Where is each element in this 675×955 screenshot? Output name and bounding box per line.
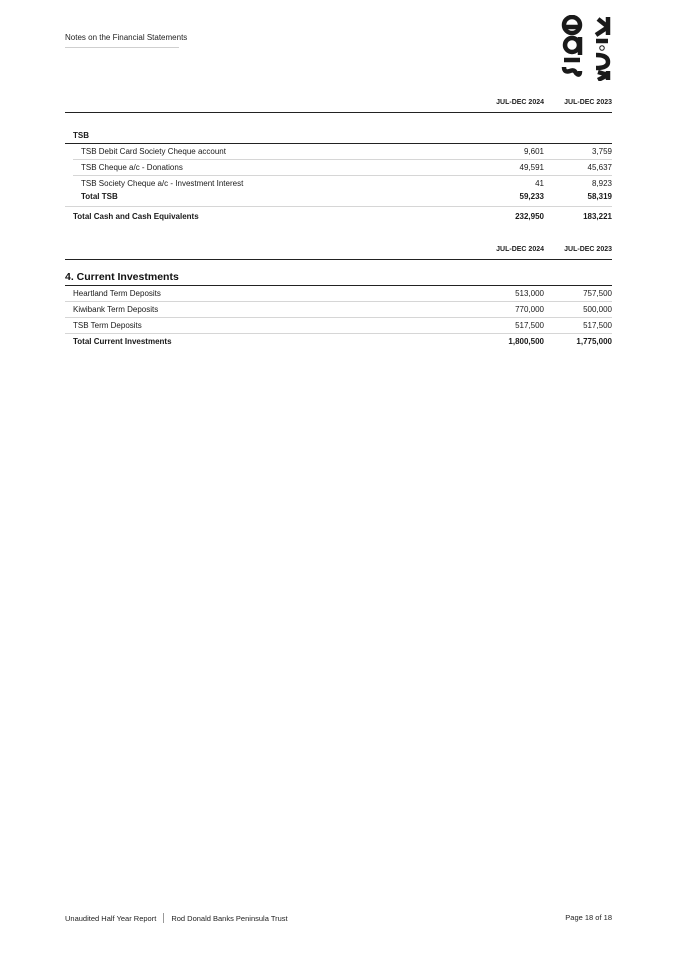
row-value-2023: 500,000 — [583, 305, 612, 314]
footer-report-name: Unaudited Half Year Report — [65, 914, 157, 923]
row-label: TSB Debit Card Society Cheque account — [81, 147, 226, 156]
total-cash-row — [65, 209, 612, 224]
tsb-group-title: TSB — [73, 131, 89, 140]
total-cash-2023: 183,221 — [583, 212, 612, 221]
row-value-2024: 41 — [535, 179, 544, 188]
row-label: TSB Term Deposits — [73, 321, 142, 330]
investments-col-2023-header: JUL-DEC 2023 — [564, 246, 612, 253]
footer-org-name: Rod Donald Banks Peninsula Trust — [171, 914, 288, 923]
investments-col-2024-header: JUL-DEC 2024 — [496, 246, 544, 253]
total-cash-2024: 232,950 — [515, 212, 544, 221]
footer-left — [65, 913, 612, 923]
row-label: TSB Society Cheque a/c - Investment Interest — [81, 179, 244, 188]
table-row — [65, 302, 612, 317]
logo-mark — [560, 15, 612, 81]
section-title: 4. Current Investments — [65, 271, 179, 283]
row-value-2023: 8,923 — [591, 179, 612, 188]
total-tsb-row — [65, 189, 612, 204]
row-value-2024: 9,601 — [523, 147, 544, 156]
row-label: Heartland Term Deposits — [73, 289, 161, 298]
total-tsb-2024: 59,233 — [519, 192, 544, 201]
cash-equivalents-table — [65, 98, 612, 224]
total-investments-2024: 1,800,500 — [508, 337, 544, 346]
row-value-2024: 513,000 — [515, 289, 544, 298]
row-value-2023: 517,500 — [583, 321, 612, 330]
row-value-2024: 49,591 — [519, 163, 544, 172]
total-investments-2023: 1,775,000 — [576, 337, 612, 346]
row-value-2023: 3,759 — [591, 147, 612, 156]
row-label: TSB Cheque a/c - Donations — [81, 163, 183, 172]
footer-separator — [163, 913, 164, 923]
row-value-2024: 517,500 — [515, 321, 544, 330]
page-footer — [65, 913, 612, 923]
table-row — [65, 160, 612, 175]
table-row — [65, 286, 612, 301]
row-value-2023: 45,637 — [587, 163, 612, 172]
row-label: Kiwibank Term Deposits — [73, 305, 159, 314]
total-tsb-2023: 58,319 — [587, 192, 612, 201]
cash-col-2024-header: JUL-DEC 2024 — [496, 99, 544, 106]
header-divider — [65, 47, 179, 48]
footer-page-number: Page 18 of 18 — [565, 913, 612, 922]
total-investments-label: Total Current Investments — [73, 337, 172, 346]
table-row — [65, 144, 612, 159]
page-header-title: Notes on the Financial Statements — [65, 33, 188, 42]
kick-sidebis-logo — [560, 15, 612, 81]
table-row — [65, 318, 612, 333]
total-investments-row — [65, 334, 612, 349]
row-value-2023: 757,500 — [583, 289, 612, 298]
investments-column-headers — [65, 245, 612, 259]
total-cash-label: Total Cash and Cash Equivalents — [73, 212, 199, 221]
current-investments-table — [65, 245, 612, 349]
cash-col-2023-header: JUL-DEC 2023 — [564, 99, 612, 106]
cash-column-headers — [65, 98, 612, 112]
row-value-2024: 770,000 — [515, 305, 544, 314]
total-tsb-label: Total TSB — [81, 192, 118, 201]
